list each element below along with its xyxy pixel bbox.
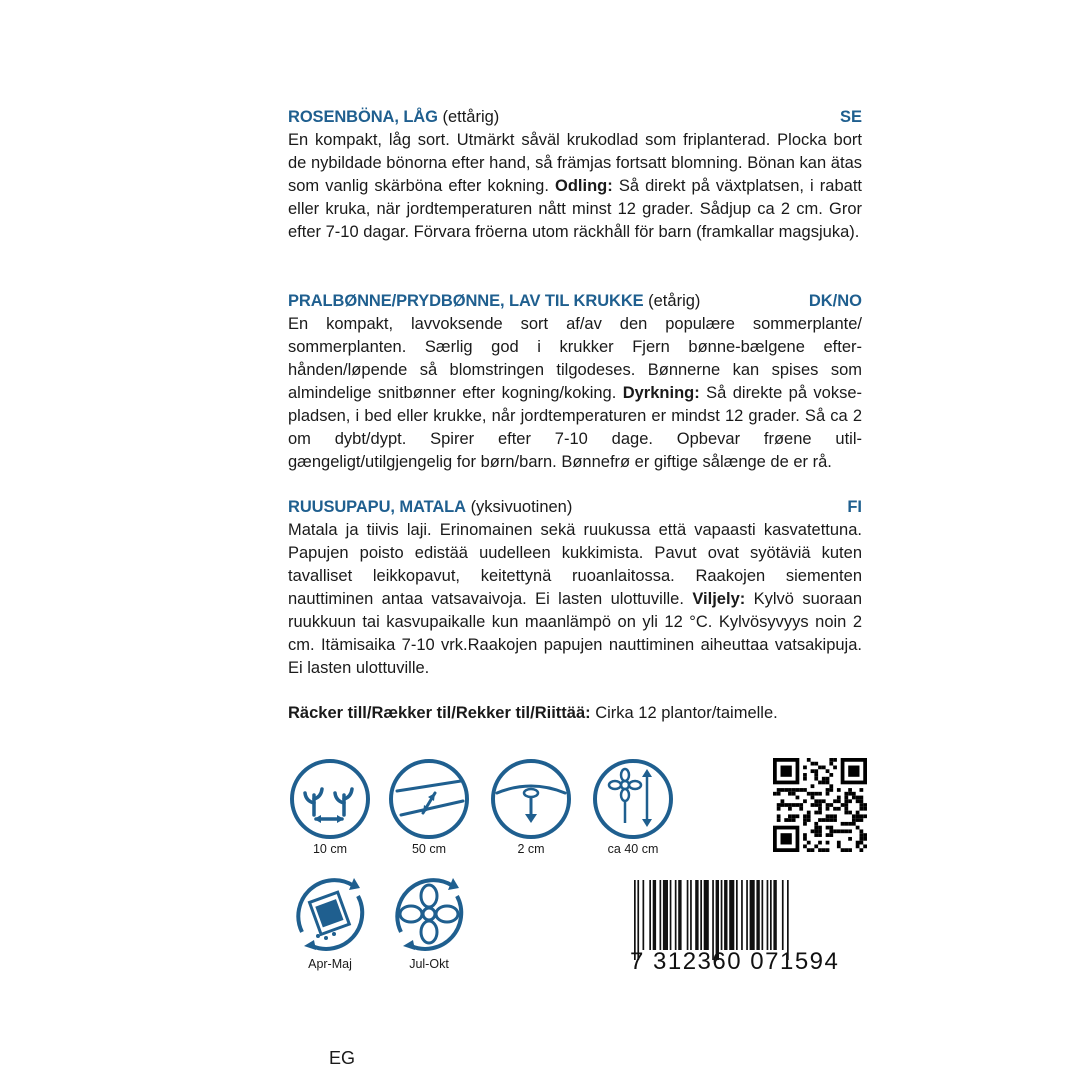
cultivation-label: Viljely: <box>692 590 746 608</box>
language-code: SE <box>839 108 862 126</box>
section-title: RUUSUPAPU, MATALA <box>288 498 466 516</box>
section-subtitle: (ettårig) <box>442 108 500 126</box>
section-fi <box>288 496 862 680</box>
plant-height-label: ca 40 cm <box>607 842 659 856</box>
barcode <box>630 880 865 972</box>
section-dk-no <box>288 290 862 474</box>
barcode-bars <box>630 880 865 972</box>
description-text: En kompakt, låg sort. Utmärkt såväl krukodlad som friplanterad. Plocka bort de nybildade bönorna efter hand, så främjas fortsatt blomning. Bönan kan ätas som vanlig skärböna efter kokning. <box>288 131 862 195</box>
language-code: FI <box>847 498 862 516</box>
cultivation-text: Så direkte på voksepladsen, i bed eller krukke, når jordtemperaturen er mindst 12 grader. Så ca 2 om dybt/dypt. Spirer efter 7-10 dage. Opbevar frøene util-gængeligt/utilgjengelig for børn/barn. Bønnefrø er giftige sålænge de er rå. <box>288 384 862 471</box>
cultivation-label: Odling: <box>555 177 613 195</box>
language-code: DK/NO <box>808 292 862 310</box>
section-header <box>288 106 862 129</box>
sowing-time-label: Apr-Maj <box>308 957 352 971</box>
section-header <box>288 496 862 519</box>
plant-spacing-label: 10 cm <box>312 842 348 856</box>
sowing-time-icon <box>288 872 372 956</box>
sowing-depth-icon <box>489 757 573 841</box>
yield-label: Räcker till/Rækker til/Rekker til/Riittää: <box>288 704 591 722</box>
section-description <box>288 313 862 474</box>
cultivation-text: Så direkt på växtplatsen, i rabatt eller kruka, när jordtemperaturen nått minst 12 grader. Sådjup ca 2 cm. Gror efter 7-10 dagar. Förvara fröerna utom räckhåll för barn (framkallar magsjuka). <box>288 177 862 241</box>
plant-spacing-icon <box>288 757 372 841</box>
row-spacing-icon <box>387 757 471 841</box>
description-text: Matala ja tiivis laji. Erinomainen sekä ruukussa että vapaasti kasvatettuna. Papujen poisto edistää uudelleen kukkimista. Pavut ovat syötäviä kuten tavalliset leikkopavut, keitettynä ruoanlaitossa. Raakojen siementen nauttiminen antaa vatsavaivoja. Ei lasten ulottuville. <box>288 521 862 608</box>
section-header <box>288 290 862 313</box>
footer-code: EG <box>329 1048 356 1068</box>
section-subtitle: (etårig) <box>648 292 701 310</box>
flowering-time-label: Jul-Okt <box>409 957 449 971</box>
section-se <box>288 106 862 244</box>
section-subtitle: (yksivuotinen) <box>470 498 573 516</box>
qr-code <box>773 758 867 852</box>
section-title: PRALBØNNE/PRYDBØNNE, LAV TIL KRUKKE <box>288 292 644 310</box>
sowing-depth-label: 2 cm <box>517 842 545 856</box>
yield-line <box>288 702 778 725</box>
section-description <box>288 519 862 680</box>
section-description <box>288 129 862 244</box>
row-spacing-label: 50 cm <box>411 842 447 856</box>
yield-value: Cirka 12 plantor/taimelle. <box>595 704 778 722</box>
section-title: ROSENBÖNA, LÅG <box>288 108 438 126</box>
barcode-digits: 7 312360 071594 <box>630 948 840 972</box>
cultivation-label: Dyrkning: <box>622 384 700 402</box>
description-text: En kompakt, lavvoksende sort af/av den populære sommerplante/ sommerplanten. Særlig god i krukker Fjern bønne-bælgene efter-hånden/løpende så blomstringen tilgodeses. Bønnerne kan spises som almindelige snitbønner efter kogning/koking. <box>288 315 862 402</box>
cultivation-text: Kylvö suoraan ruukkuun tai kasvupaikalle kun maanlämpö on yli 12 °C. Kylvösyvyys noin 2 cm. Itämisaika 7-10 vrk.Raakojen papujen nauttiminen aiheuttaa vatsakipuja. Ei lasten ulottuville. <box>288 590 862 677</box>
flowering-time-icon <box>387 872 471 956</box>
plant-height-icon <box>591 757 675 841</box>
